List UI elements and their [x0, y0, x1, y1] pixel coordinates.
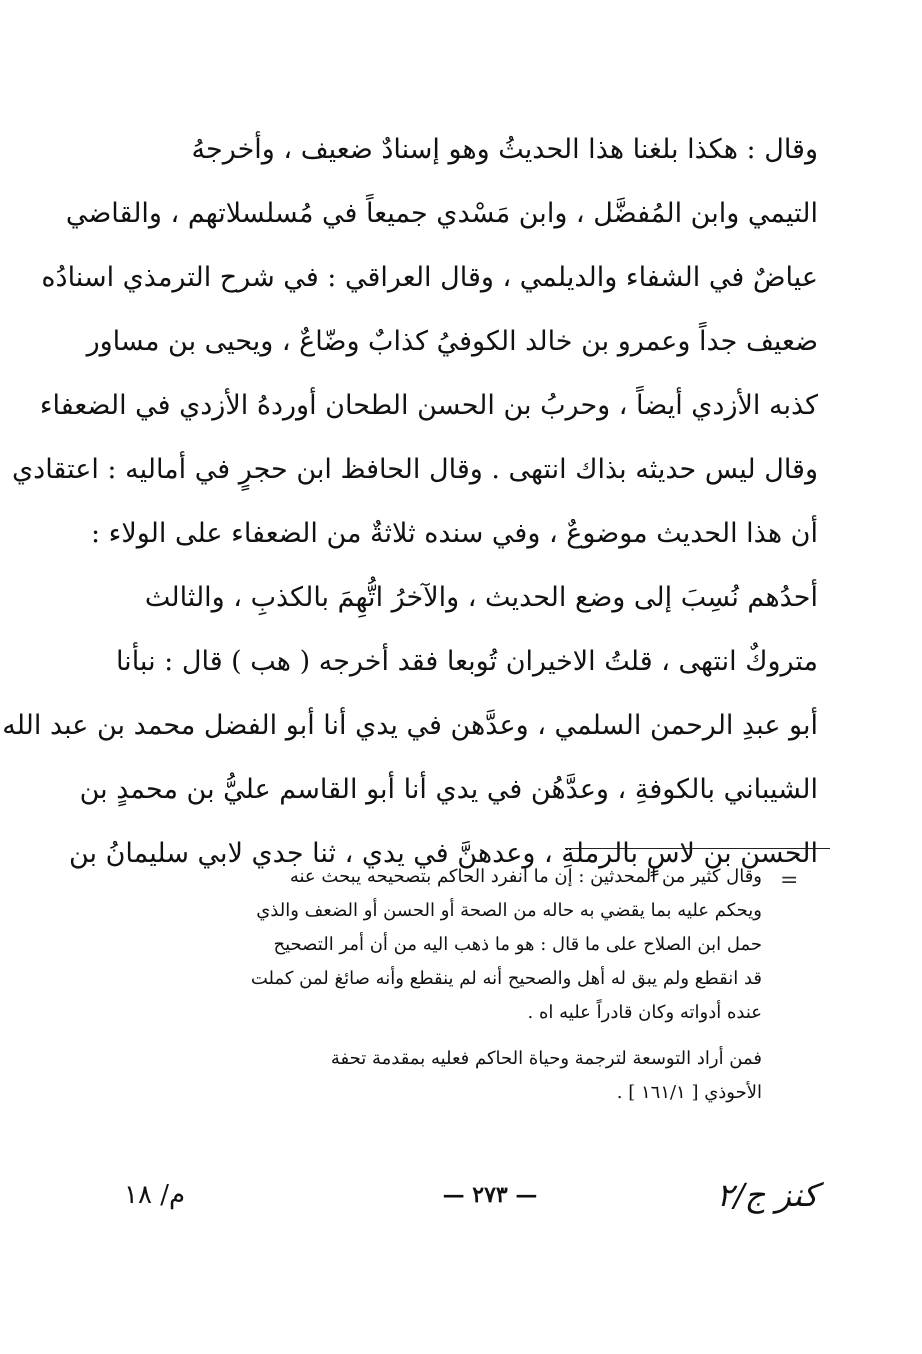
body-line: متروكٌ انتهى ، قلتُ الاخيران تُوبعا فقد أخرجه ( هب ) قال : نبأنا: [115, 646, 818, 677]
footnote-line: عنده أدواته وكان قادراً عليه اه .: [527, 1002, 762, 1023]
body-line: وقال ليس حديثه بذاك انتهى . وقال الحافظ ابن حجرٍ في أماليه : اعتقادي: [12, 454, 818, 485]
body-line: عياضٌ في الشفاء والديلمي ، وقال العراقي : في شرح الترمذي اسنادُه: [41, 262, 818, 293]
body-line: الحسن بن لاسٍ بالرملةِ ، وعدهنَّ في يدي ، ثنا جدي لابي سليمانُ بن: [68, 838, 818, 869]
body-line: ضعيف جداً وعمرو بن خالد الكوفيُ كذابٌ وضّاعٌ ، ويحيى بن مساور: [86, 326, 818, 357]
page-number: — ٢٧٣ —: [442, 1182, 538, 1208]
signature-mark: م/ ١٨: [124, 1180, 186, 1210]
body-line: التيمي وابن المُفضَّل ، وابن مَسْدي جميعاً في مُسلسلاتهم ، والقاضي: [65, 198, 818, 229]
body-line: الشيباني بالكوفةِ ، وعدَّهُن في يدي أنا أبو القاسم عليُّ بن محمدٍ بن: [79, 774, 818, 805]
body-line: كذبه الأزدي أيضاً ، وحربُ بن الحسن الطحان أوردهُ الأزدي في الضعفاء: [39, 390, 818, 421]
footnote-line: الأحوذي [ ١٦١/١ ] .: [616, 1082, 762, 1103]
main-text-block: [2, 118, 818, 886]
footnote-line: وقال كثير من المحدثين : إن ما انفرد الحاكم بتصحيحه يبحث عنه: [289, 866, 762, 887]
footnote-continuation-mark: =: [780, 868, 799, 893]
footnote-spacer: [122, 1030, 762, 1042]
volume-mark: كنز ج/٢: [716, 1176, 818, 1214]
footnote-line: قد انقطع ولم يبق له أهل والصحيح أنه لم ينقطع وأنه صائغ لمن كملت: [250, 968, 762, 989]
footnotes-block: [122, 860, 762, 1110]
footnote-line: ويحكم عليه بما يقضي به حاله من الصحة أو الحسن أو الضعف والذي: [256, 900, 762, 921]
body-line: أن هذا الحديث موضوعٌ ، وفي سنده ثلاثةٌ من الضعفاء على الولاء :: [90, 518, 818, 549]
footnote-line: فمن أراد التوسعة لترجمة وحياة الحاكم فعليه بمقدمة تحفة: [330, 1048, 762, 1069]
body-line: وقال : هكذا بلغنا هذا الحديثُ وهو إسنادٌ ضعيف ، وأخرجهُ: [191, 134, 818, 165]
body-line: أبو عبدِ الرحمن السلمي ، وعدَّهن في يدي أنا أبو الفضل محمد بن عبد الله: [2, 710, 818, 741]
body-line: أحدُهم نُسِبَ إلى وضع الحديث ، والآخرُ اتُّهِمَ بالكذبِ ، والثالث: [144, 582, 818, 613]
page-footer: [120, 1176, 820, 1230]
footnote-line: حمل ابن الصلاح على ما قال : هو ما ذهب اليه من أن أمر التصحيح: [273, 934, 762, 955]
footnote-divider: [565, 848, 830, 849]
